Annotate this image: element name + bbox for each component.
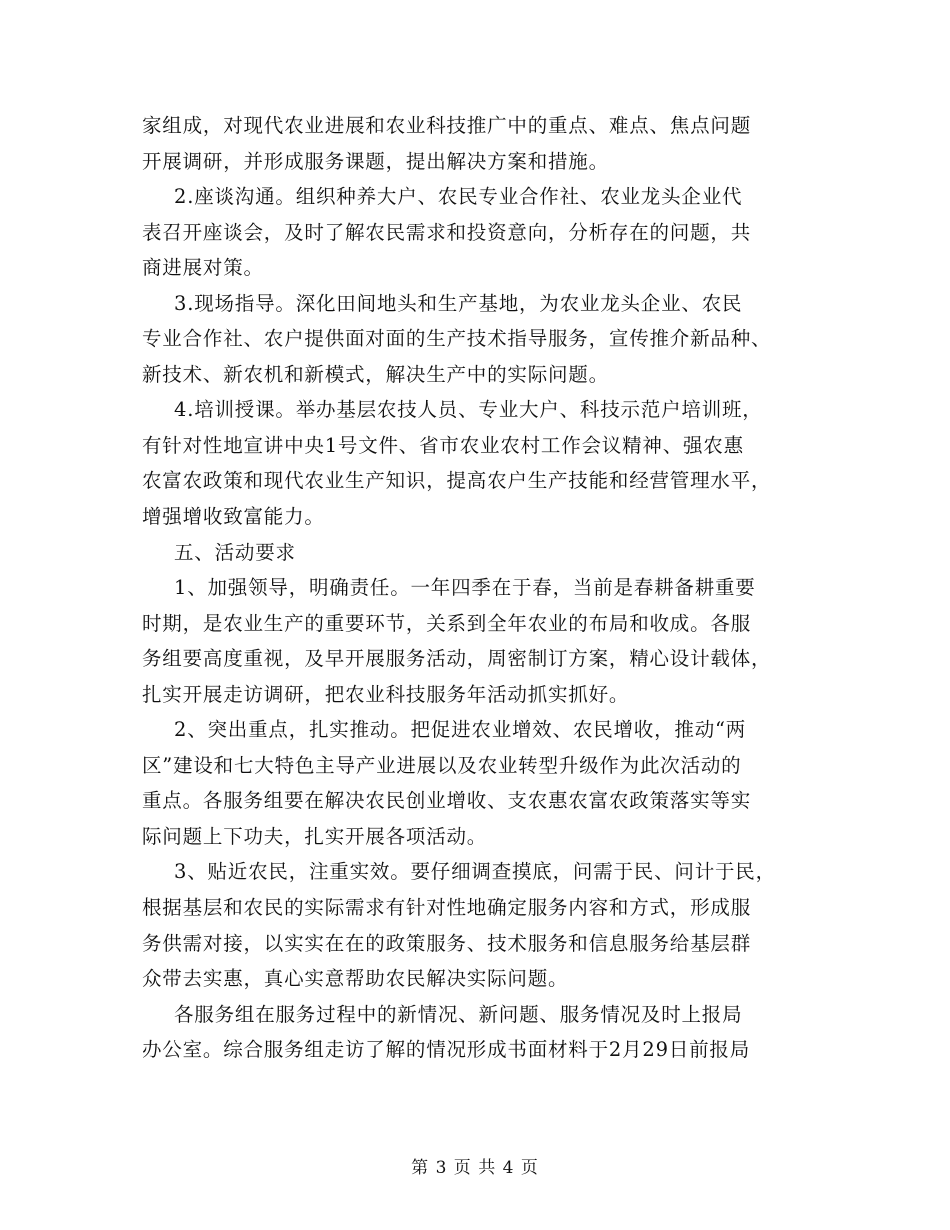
body-line: 际问题上下功夫，扎实开展各项活动。 [142, 824, 488, 848]
paragraph-first-line: 2.座谈沟通。组织种养大户、农民专业合作社、农业龙头企业代 [174, 185, 743, 209]
paragraph-first-line: 2、突出重点，扎实推动。把促进农业增效、农民增收，推动“两 [174, 718, 747, 742]
body-line: 家组成，对现代农业进展和农业科技推广中的重点、难点、焦点问题 [142, 114, 752, 137]
body-line: 表召开座谈会，及时了解农民需求和投资意向，分析存在的问题，共 [142, 220, 752, 244]
paragraph-first-line: 1、加强领导，明确责任。一年四季在于春，当前是春耕备耕重要 [174, 576, 756, 600]
body-line: 时期，是农业生产的重要环节，关系到全年农业的布局和收成。各服 [142, 611, 752, 635]
paragraph-first-line: 3、贴近农民，注重实效。要仔细调查摸底，问需于民、问计于民， [174, 860, 776, 884]
paragraph-first-line: 4.培训授课。举办基层农技人员、专业大户、科技示范户培训班， [174, 398, 763, 422]
body-line: 办公室。综合服务组走访了解的情况形成书面材料于2月29日前报局 [142, 1038, 751, 1062]
body-line: 专业合作社、农户提供面对面的生产技术指导服务，宣传推介新品种、 [142, 327, 772, 351]
body-line: 有针对性地宣讲中央1号文件、省市农业农村工作会议精神、强农惠 [142, 433, 744, 457]
body-line: 重点。各服务组要在解决农民创业增收、支农惠农富农政策落实等实 [142, 789, 752, 813]
body-line: 务组要高度重视，及早开展服务活动，周密制订方案，精心设计载体， [142, 647, 772, 671]
body-line: 众带去实惠，真心实意帮助农民解决实际问题。 [142, 967, 569, 991]
body-line: 务供需对接，以实实在在的政策服务、技术服务和信息服务给基层群 [142, 931, 752, 955]
body-line: 商进展对策。 [142, 256, 264, 280]
section-heading: 五、活动要求 [174, 540, 296, 564]
document-body [142, 108, 822, 1068]
body-line: 新技术、新农机和新模式，解决生产中的实际问题。 [142, 362, 609, 386]
body-line: 农富农政策和现代农业生产知识，提高农户生产技能和经营管理水平， [142, 469, 772, 493]
paragraph-first-line: 各服务组在服务过程中的新情况、新问题、服务情况及时上报局 [174, 1002, 743, 1026]
page-number-footer: 第 3 页 共 4 页 [411, 1158, 539, 1178]
body-line: 开展调研，并形成服务课题，提出解决方案和措施。 [142, 149, 609, 173]
body-line: 根据基层和农民的实际需求有针对性地确定服务内容和方式，形成服 [142, 896, 752, 920]
paragraph-first-line: 3.现场指导。深化田间地头和生产基地，为农业龙头企业、农民 [174, 291, 743, 315]
body-line: 区”建设和七大特色主导产业进展以及农业转型升级作为此次活动的 [142, 753, 742, 777]
body-line: 扎实开展走访调研，把农业科技服务年活动抓实抓好。 [142, 682, 630, 706]
body-line: 增强增收致富能力。 [142, 505, 325, 529]
